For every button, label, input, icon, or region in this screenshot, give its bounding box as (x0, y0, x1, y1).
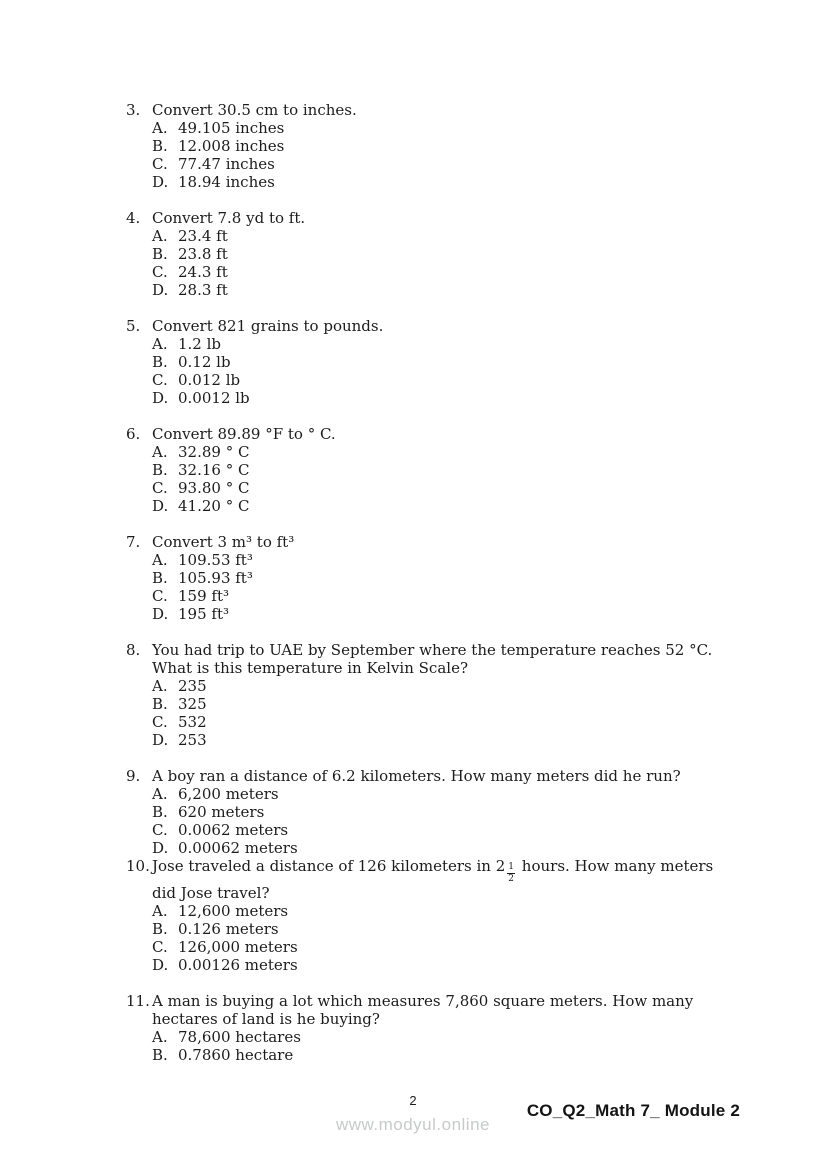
option-row (126, 173, 746, 191)
option-letter: B. (152, 353, 168, 371)
question-line (126, 209, 746, 227)
option-letter: A. (152, 677, 168, 695)
question-number: 10. (126, 857, 150, 875)
question-number: 4. (126, 209, 141, 227)
option-letter: C. (152, 371, 168, 389)
option-letter: C. (152, 821, 168, 839)
option-row (126, 731, 746, 749)
option-row (126, 461, 746, 479)
option-letter: A. (152, 335, 168, 353)
option-row (126, 443, 746, 461)
question (126, 641, 746, 749)
option-text: 49.105 inches (178, 119, 285, 137)
option-letter: D. (152, 281, 169, 299)
question-number: 6. (126, 425, 141, 443)
option-letter: D. (152, 173, 169, 191)
question-text: Convert 7.8 yd to ft. (152, 209, 306, 227)
option-letter: A. (152, 785, 168, 803)
option-letter: B. (152, 1046, 168, 1064)
option-text: 0.12 lb (178, 353, 231, 371)
question-text: Convert 3 m³ to ft³ (152, 533, 295, 551)
question-line (126, 425, 746, 443)
option-text: 105.93 ft³ (178, 569, 253, 587)
question-number: 3. (126, 101, 141, 119)
question-line (126, 317, 746, 335)
option-row (126, 137, 746, 155)
option-row (126, 1028, 746, 1046)
option-row (126, 371, 746, 389)
option-row (126, 551, 746, 569)
option-text: 32.89 ° C (178, 443, 250, 461)
option-text: 109.53 ft³ (178, 551, 253, 569)
option-letter: D. (152, 956, 169, 974)
question (126, 317, 746, 407)
question-list (126, 101, 746, 1082)
option-letter: D. (152, 731, 169, 749)
option-text: 77.47 inches (178, 155, 275, 173)
question-line (126, 857, 746, 884)
option-row (126, 587, 746, 605)
option-row (126, 569, 746, 587)
question-text: You had trip to UAE by September where the temperature reaches 52 °C. (152, 641, 713, 659)
option-text: 0.00126 meters (178, 956, 298, 974)
option-letter: A. (152, 551, 168, 569)
option-letter: B. (152, 803, 168, 821)
option-text: 235 (178, 677, 207, 695)
question-number: 11. (126, 992, 150, 1010)
question-text: What is this temperature in Kelvin Scale? (152, 659, 468, 677)
option-row (126, 1046, 746, 1064)
question-text: A man is buying a lot which measures 7,860 square meters. How many (152, 992, 694, 1010)
option-row (126, 695, 746, 713)
option-letter: C. (152, 155, 168, 173)
option-text: 532 (178, 713, 207, 731)
option-text: 0.0012 lb (178, 389, 250, 407)
option-text: 12,600 meters (178, 902, 289, 920)
option-letter: B. (152, 137, 168, 155)
fraction-denominator: 2 (508, 874, 515, 884)
question-text: hectares of land is he buying? (152, 1010, 380, 1028)
option-row (126, 920, 746, 938)
option-row (126, 245, 746, 263)
option-row (126, 713, 746, 731)
option-letter: D. (152, 839, 169, 857)
option-letter: C. (152, 587, 168, 605)
question (126, 767, 746, 857)
option-letter: A. (152, 902, 168, 920)
fraction (507, 863, 515, 884)
question (126, 857, 746, 974)
option-letter: C. (152, 479, 168, 497)
fraction-numerator: 1 (508, 862, 515, 872)
option-text: 78,600 hectares (178, 1028, 301, 1046)
option-row (126, 227, 746, 245)
option-text: 1.2 lb (178, 335, 222, 353)
question-number: 7. (126, 533, 141, 551)
page-number: 2 (409, 1093, 417, 1108)
question (126, 425, 746, 515)
watermark: www.modyul.online (335, 1115, 490, 1134)
option-letter: C. (152, 263, 168, 281)
question-text: did Jose travel? (152, 884, 270, 902)
option-text: 18.94 inches (178, 173, 275, 191)
option-letter: B. (152, 920, 168, 938)
option-letter: A. (152, 1028, 168, 1046)
module-label: CO_Q2_Math 7_ Module 2 (526, 1101, 740, 1120)
option-letter: B. (152, 695, 168, 713)
option-text: 0.7860 hectare (178, 1046, 294, 1064)
option-text: 23.8 ft (178, 245, 228, 263)
option-row (126, 263, 746, 281)
option-row (126, 803, 746, 821)
option-text: 620 meters (178, 803, 265, 821)
option-text: 28.3 ft (178, 281, 228, 299)
option-text: 0.012 lb (178, 371, 241, 389)
option-text: 23.4 ft (178, 227, 228, 245)
question-text: A boy ran a distance of 6.2 kilometers. How many meters did he run? (152, 767, 681, 785)
question-text: Convert 821 grains to pounds. (152, 317, 384, 335)
option-row (126, 785, 746, 803)
option-row (126, 956, 746, 974)
option-text: 32.16 ° C (178, 461, 250, 479)
option-row (126, 677, 746, 695)
question-line (126, 1010, 746, 1028)
option-text: 41.20 ° C (178, 497, 250, 515)
option-row (126, 839, 746, 857)
option-text: 6,200 meters (178, 785, 279, 803)
option-row (126, 119, 746, 137)
option-text: 93.80 ° C (178, 479, 250, 497)
option-row (126, 281, 746, 299)
option-letter: D. (152, 605, 169, 623)
question (126, 209, 746, 299)
option-letter: B. (152, 569, 168, 587)
option-row (126, 479, 746, 497)
question-line (126, 101, 746, 119)
question-text: Convert 30.5 cm to inches. (152, 101, 357, 119)
question-line (126, 659, 746, 677)
question-line (126, 767, 746, 785)
option-row (126, 902, 746, 920)
option-row (126, 938, 746, 956)
option-letter: A. (152, 119, 168, 137)
option-row (126, 353, 746, 371)
option-letter: A. (152, 227, 168, 245)
question-number: 5. (126, 317, 141, 335)
option-text: 325 (178, 695, 207, 713)
option-letter: C. (152, 713, 168, 731)
option-row (126, 155, 746, 173)
option-row (126, 605, 746, 623)
option-text: 159 ft³ (178, 587, 229, 605)
option-row (126, 389, 746, 407)
option-letter: B. (152, 461, 168, 479)
option-letter: A. (152, 443, 168, 461)
question-number: 8. (126, 641, 141, 659)
option-letter: D. (152, 497, 169, 515)
question-line (126, 533, 746, 551)
option-text: 126,000 meters (178, 938, 298, 956)
question-line (126, 641, 746, 659)
option-row (126, 497, 746, 515)
question (126, 101, 746, 191)
option-row (126, 335, 746, 353)
question-line (126, 884, 746, 902)
option-text: 0.126 meters (178, 920, 279, 938)
question-number: 9. (126, 767, 141, 785)
option-text: 24.3 ft (178, 263, 228, 281)
question-text: Jose traveled a distance of 126 kilometers in 2 $\frac{1}{2}$ hours. How many meters (152, 857, 714, 884)
option-letter: B. (152, 245, 168, 263)
option-text: 253 (178, 731, 207, 749)
option-text: 12.008 inches (178, 137, 285, 155)
option-letter: D. (152, 389, 169, 407)
question-line (126, 992, 746, 1010)
option-letter: C. (152, 938, 168, 956)
question (126, 992, 746, 1064)
option-text: 0.0062 meters (178, 821, 289, 839)
option-text: 0.00062 meters (178, 839, 298, 857)
option-text: 195 ft³ (178, 605, 229, 623)
question-text: Convert 89.89 °F to ° C. (152, 425, 336, 443)
question (126, 533, 746, 623)
option-row (126, 821, 746, 839)
